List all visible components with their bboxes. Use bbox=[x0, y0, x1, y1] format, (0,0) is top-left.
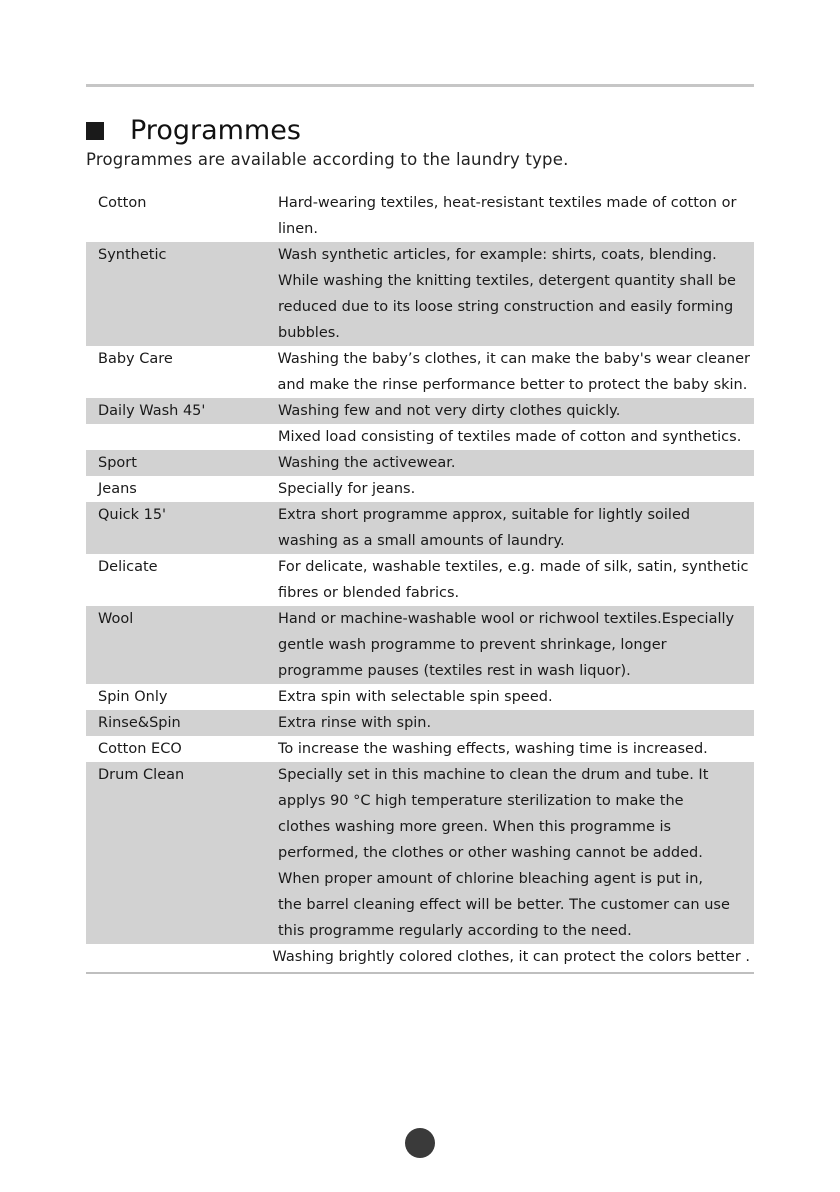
programme-description bbox=[278, 398, 754, 424]
programme-name: Cotton bbox=[98, 195, 147, 211]
description-line: For delicate, washable textiles, e.g. made of silk, satin, synthetic bbox=[278, 559, 749, 575]
description-line: Hand or machine-washable wool or richwool textiles.Especially bbox=[278, 611, 735, 627]
programme-name: Baby Care bbox=[98, 351, 173, 367]
description-line: Washing brightly colored clothes, it can protect the colors better . bbox=[272, 949, 750, 965]
programme-row bbox=[86, 398, 754, 424]
description-line: programme pauses (textiles rest in wash liquor). bbox=[278, 663, 631, 679]
programme-row bbox=[86, 606, 754, 684]
programme-description bbox=[278, 684, 754, 710]
description-line: While washing the knitting textiles, detergent quantity shall be bbox=[278, 273, 736, 289]
description-line: To increase the washing effects, washing time is increased. bbox=[278, 741, 708, 757]
programme-name: Quick 15' bbox=[98, 507, 167, 523]
description-line: and make the rinse performance better to protect the baby skin. bbox=[277, 377, 748, 393]
square-bullet-icon bbox=[86, 122, 104, 140]
programmes-table bbox=[86, 190, 754, 974]
programme-description bbox=[272, 944, 754, 970]
programme-row bbox=[86, 346, 754, 398]
programme-name: Sport bbox=[98, 455, 137, 471]
description-line: Wash synthetic articles, for example: shirts, coats, blending. bbox=[278, 247, 717, 263]
programme-name: Daily Wash 45' bbox=[98, 403, 206, 419]
programme-row bbox=[86, 944, 754, 970]
programme-description bbox=[277, 346, 754, 398]
programme-description bbox=[278, 606, 754, 684]
description-line: washing as a small amounts of laundry. bbox=[278, 533, 565, 549]
description-line: fibres or blended fabrics. bbox=[278, 585, 460, 601]
programme-name: Synthetic bbox=[98, 247, 167, 263]
programme-description bbox=[278, 736, 754, 762]
description-line: Specially for jeans. bbox=[278, 481, 416, 497]
description-line: bubbles. bbox=[278, 325, 340, 341]
programme-description bbox=[278, 190, 754, 242]
programme-name bbox=[86, 944, 272, 970]
programme-row bbox=[86, 684, 754, 710]
description-line: applys 90 °C high temperature sterilization to make the bbox=[278, 793, 684, 809]
description-line: Extra spin with selectable spin speed. bbox=[278, 689, 553, 705]
programme-row bbox=[86, 242, 754, 346]
programme-row bbox=[86, 762, 754, 944]
programme-row bbox=[86, 710, 754, 736]
programme-description bbox=[278, 762, 754, 944]
description-line: this programme regularly according to the need. bbox=[278, 923, 632, 939]
programme-row bbox=[86, 424, 754, 450]
programme-description bbox=[278, 424, 754, 450]
description-line: linen. bbox=[278, 221, 318, 237]
description-line: Mixed load consisting of textiles made of cotton and synthetics. bbox=[278, 429, 742, 445]
description-line: Specially set in this machine to clean the drum and tube. It bbox=[278, 767, 709, 783]
page-title: Programmes bbox=[130, 114, 301, 146]
programme-row bbox=[86, 190, 754, 242]
programme-description bbox=[278, 242, 754, 346]
programme-description bbox=[278, 502, 754, 554]
description-line: Washing the activewear. bbox=[278, 455, 456, 471]
description-line: the barrel cleaning effect will be better. The customer can use bbox=[278, 897, 730, 913]
programme-row bbox=[86, 554, 754, 606]
programme-name: Wool bbox=[98, 611, 134, 627]
description-line: performed, the clothes or other washing cannot be added. bbox=[278, 845, 703, 861]
programme-row bbox=[86, 450, 754, 476]
programme-row bbox=[86, 476, 754, 502]
description-line: gentle wash programme to prevent shrinkage, longer bbox=[278, 637, 667, 653]
programme-description bbox=[278, 710, 754, 736]
programme-name bbox=[86, 424, 278, 450]
programme-description bbox=[278, 554, 754, 606]
description-line: Washing the baby’s clothes, it can make the baby's wear cleaner bbox=[277, 351, 750, 367]
programme-description bbox=[278, 450, 754, 476]
top-divider bbox=[86, 84, 754, 87]
programme-name: Cotton ECO bbox=[98, 741, 182, 757]
description-line: Washing few and not very dirty clothes quickly. bbox=[278, 403, 621, 419]
programme-description bbox=[278, 476, 754, 502]
page-number-circle bbox=[405, 1128, 435, 1158]
programme-name: Jeans bbox=[98, 481, 137, 497]
programme-name: Spin Only bbox=[98, 689, 168, 705]
section-heading bbox=[86, 112, 301, 148]
description-line: When proper amount of chlorine bleaching agent is put in, bbox=[278, 871, 704, 887]
description-line: clothes washing more green. When this programme is bbox=[278, 819, 672, 835]
description-line: Extra short programme approx, suitable for lightly soiled bbox=[278, 507, 691, 523]
description-line: Hard-wearing textiles, heat-resistant textiles made of cotton or bbox=[278, 195, 737, 211]
programme-row bbox=[86, 502, 754, 554]
programme-name: Drum Clean bbox=[98, 767, 185, 783]
description-line: reduced due to its loose string construction and easily forming bbox=[278, 299, 734, 315]
table-bottom-rule bbox=[86, 972, 754, 974]
description-line: Extra rinse with spin. bbox=[278, 715, 432, 731]
programme-name: Delicate bbox=[98, 559, 158, 575]
programme-row bbox=[86, 736, 754, 762]
programme-name: Rinse&Spin bbox=[98, 715, 181, 731]
intro-text: Programmes are available according to the laundry type. bbox=[86, 150, 569, 169]
